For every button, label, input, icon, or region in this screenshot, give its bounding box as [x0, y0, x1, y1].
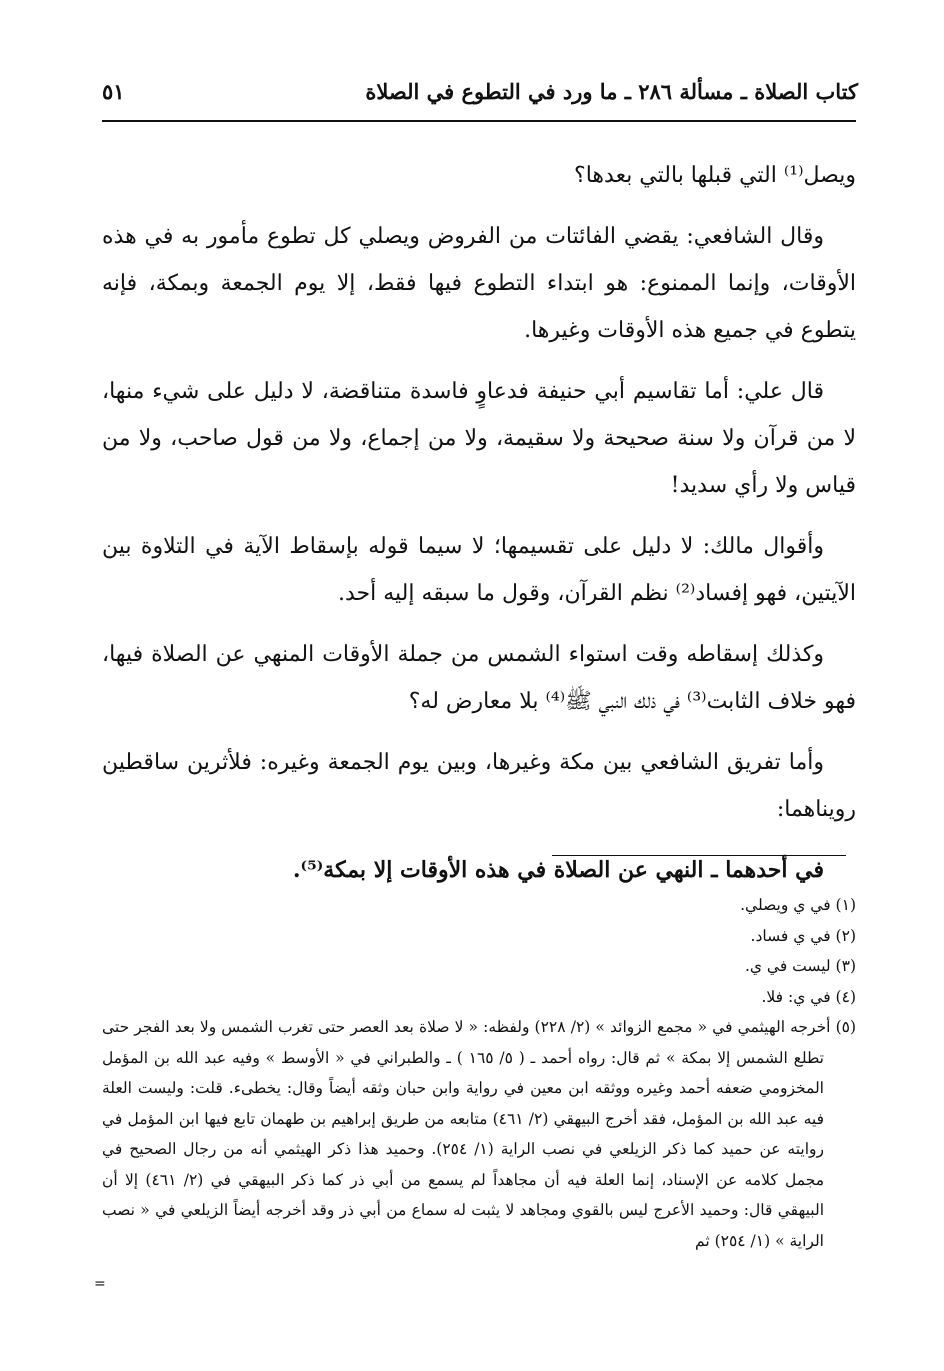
- page-header: [102, 74, 858, 108]
- main-text: [102, 152, 856, 908]
- footnotes: [102, 890, 856, 1256]
- footnote-divider: [552, 855, 846, 856]
- footnote: (٥) أخرجه الهيثمي في « مجمع الزوائد » (٢/ ٢٢٨) ولفظه: « لا صلاة بعد العصر حتى تغرب الشمس ولا بعد الفجر حتى تطلع الشمس إلا بمكة » ثم قال: رواه أحمد ـ ( ٥/ ١٦٥ ) ـ والطبراني في « الأوسط » وفيه عبد الله بن المؤمل المخزومي ضعفه أحمد وغيره ووثقه ابن معين في رواية وابن حبان وثقه أيضاً وقال: يخطىء. قلت: وليست العلة فيه عبد الله بن المؤمل، فقد أخرج البيهقي (٢/ ٤٦١) متابعه من طريق إبراهيم بن طهمان تابع فيها ابن المؤمل في روايته عن حميد كما ذكر الزيلعي في نصب الراية (١/ ٢٥٤). وحميد هذا ذكر الهيثمي أنه من رجال الصحيح في مجمل كلامه عن الإسناد، إنما العلة فيه أن مجاهداً لم يسمع من أبي ذر كما ذكر البيهقي في (٢/ ٤٦١) إلا أن البيهقي قال: وحميد الأعرج ليس بالقوي ومجاهد لا يثبت له سماع من أبي ذر وقد أخرجه أيضاً الزيلعي في « نصب الراية » (١/ ٢٥٤) ثم: [102, 1018, 857, 1250]
- footnote: (٢) في ي فساد.: [750, 926, 856, 945]
- footnote: (١) في ي ويصلي.: [740, 896, 856, 914]
- running-head: كتاب الصلاة ـ مسألة ٢٨٦ ـ ما ورد في التطوع في الصلاة: [365, 78, 858, 104]
- page-number: ٥١: [102, 78, 125, 104]
- footnote: (٣) ليست في ي.: [744, 957, 856, 975]
- paragraph: ويصل⁽¹⁾ التي قبلها بالتي بعدها؟: [574, 163, 856, 188]
- footnote: (٤) في ي: فلا.: [761, 987, 856, 1006]
- highlight-paragraph: في أحدهما ـ النهي عن الصلاة في هذه الأوقات إلا بمكة⁽⁵⁾.: [292, 857, 824, 883]
- paragraph: وأقوال مالك: لا دليل على تقسيمها؛ لا سيما قوله بإسقاط الآية في التلاوة بين الآيتين، فهو إفساد⁽²⁾ نظم القرآن، وقول ما سبقه إليه أحد.: [102, 534, 856, 606]
- continuation-mark: =: [94, 1276, 106, 1292]
- paragraph: وكذلك إسقاطه وقت استواء الشمس من جملة الأوقات المنهي عن الصلاة فيها، فهو خلاف الثابت⁽³⁾ في ذلك النبي ﷺ⁽⁴⁾ بلا معارض له؟: [102, 642, 856, 714]
- paragraph: وقال الشافعي: يقضي الفائتات من الفروض ويصلي كل تطوع مأمور به في هذه الأوقات، وإنما الممنوع: هو ابتداء التطوع فيها فقط، إلا يوم الجمعة وبمكة، فإنه يتطوع في جميع هذه الأوقات وغيرها.: [102, 224, 856, 343]
- paragraph: قال علي: أما تقاسيم أبي حنيفة فدعاوٍ فاسدة متناقضة، لا دليل على شيء منها، لا من قرآن ولا سنة صحيحة ولا سقيمة، ولا من إجماع، ولا من قول صاحب، ولا من قياس ولا رأي سديد!: [102, 379, 856, 498]
- paragraph: وأما تفريق الشافعي بين مكة وغيرها، وبين يوم الجمعة وغيره: فلأثرين ساقطين رويناهما:: [102, 750, 856, 822]
- header-rule: [102, 120, 856, 122]
